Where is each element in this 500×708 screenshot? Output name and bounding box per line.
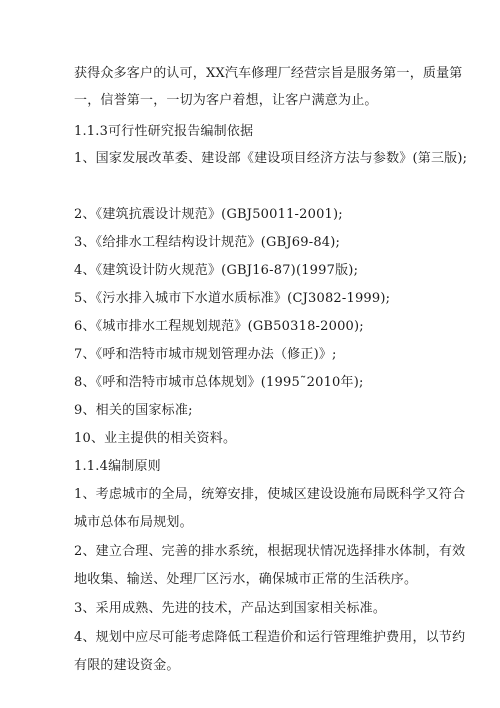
reference-item-1: 1、国家发展改革委、建设部《建设项目经济方法与参数》(第三版); — [74, 151, 468, 166]
section-heading-1-1-4: 1.1.4编制原则 — [74, 459, 161, 474]
reference-item-5: 5、《污水排入城市下水道水质标准》(CJ3082-1999); — [74, 291, 391, 306]
reference-item-4: 4、《建筑设计防火规范》(GBJ16-87)(1997版); — [74, 263, 359, 278]
principle-4-line-1: 4、规划中应尽可能考虑降低工程造价和运行管理维护费用，以节约 — [74, 630, 466, 645]
reference-item-10: 10、业主提供的相关资料。 — [74, 431, 237, 446]
principle-1-line-2: 城市总体布局规划。 — [74, 515, 193, 530]
principle-4-line-2: 有限的建设资金。 — [74, 658, 180, 673]
reference-item-8: 8、《呼和浩特市城市总体规划》(1995˜2010年); — [74, 375, 364, 390]
principle-1-line-1: 1、考虑城市的全局，统筹安排，使城区建设设施布局既科学又符合 — [74, 487, 466, 502]
reference-item-9: 9、相关的国家标准; — [74, 403, 193, 418]
reference-item-3: 3、《给排水工程结构设计规范》(GBJ69-84); — [74, 235, 341, 250]
text-line-1: 获得众多客户的认可，XX汽车修理厂经营宗旨是服务第一，质量第 — [74, 66, 463, 81]
reference-item-7: 7、《呼和浩特市城市规划管理办法（修正)》; — [74, 347, 337, 362]
reference-item-2: 2、《建筑抗震设计规范》(GBJ50011-2001); — [74, 207, 343, 222]
principle-2-line-2: 地收集、输送、处理厂区污水，确保城市正常的生活秩序。 — [74, 572, 418, 587]
principle-2-line-1: 2、建立合理、完善的排水系统，根据现状情况选择排水体制，有效 — [74, 544, 466, 559]
section-heading-1-1-3: 1.1.3可行性研究报告编制依据 — [74, 124, 254, 139]
reference-item-6: 6、《城市排水工程规划规范》(GB50318-2000); — [74, 319, 364, 334]
text-line-2: 一，信誉第一，一切为客户着想，让客户满意为止。 — [74, 93, 378, 108]
principle-3: 3、采用成熟、先进的技术，产品达到国家相关标准。 — [74, 601, 387, 616]
